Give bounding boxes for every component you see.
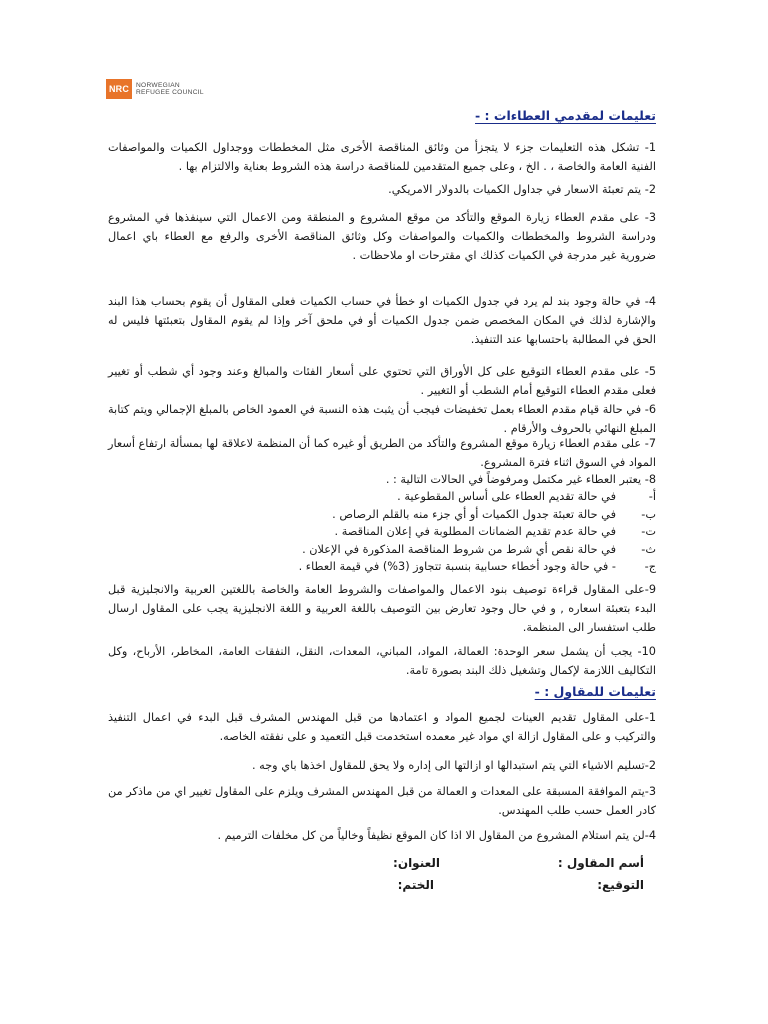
nrc-logo-mark: NRC — [106, 79, 132, 99]
list-item — [108, 523, 656, 541]
list-text: - في حالة وجود أخطاء حسابية بنسبة تتجاوز (3%) في قيمة العطاء . — [298, 560, 616, 573]
nrc-logo — [106, 79, 204, 99]
section-1-item-6: 6- في حالة قيام مقدم العطاء بعمل تخفيضات فيجب أن يثبت هذه النسبة في العمود الخاص بالمبلغ الإجمالي ويتم كتابة المبلغ النهائي بالحروف والأرقام . — [108, 403, 656, 435]
list-item — [108, 506, 656, 524]
section-1-item-4: 4- في حالة وجود بند لم يرد في جدول الكميات او خطأ في حساب الكميات فعلى المقاول أن يقوم بحساب هذا البند والإشارة لذلك في المكان المخصص ضمن جدول الكميات أو في ملحق آخر وإذا لم يقوم المقاول بتعبئتها فليس له الحق في المطالبة باحتسابها عند التنفيذ. — [108, 295, 656, 346]
section-1-item-1: 1- تشكل هذه التعليمات جزء لا يتجزأ من وثائق المناقصة الأخرى مثل المخططات ووجداول الكميات والمواصفات الفنية العامة والخاصة ، . الخ ، وعلى جميع المتقدمين للمناقصة دراسة هذه الشروط بعناية والالتزام بها . — [108, 141, 656, 173]
section-1-item-3: 3- على مقدم العطاء زيارة الموقع والتأكد من موقع المشروع و المنطقة ومن الاعمال التي سينفذها في المشروع ودراسة الشروط والمخططات والكميات والمواصفات وكل وثائق المناقصة الأخرى والرفع مع العطاء باي اعمال ضرورية غير مدرجة في الكميات كذلك اي مقترحات او ملاحظات . — [108, 211, 656, 262]
section-1-item-9: 9-على المقاول قراءة توصيف بنود الاعمال والمواصفات والشروط العامة والخاصة باللغتين العربية والانجليزية قبل البدء بتعبئة اسعاره , و في حال وجود تعارض بين التوصيف باللغة العربية و اللغة الانجليزية يجب على المقاول ارسال طلب استفسار الى المنظمة. — [108, 583, 656, 634]
section-2-item-2: 2-تسليم الاشياء التي يتم استبدالها او ازالتها الى إداره ولا يحق للمقاول اخذها باي وجه . — [251, 759, 656, 772]
list-item — [108, 558, 656, 576]
logo-line-1: NORWEGIAN — [136, 81, 180, 89]
section-2-item-4: 4-لن يتم استلام المشروع من المقاول الا اذا كان الموقع نظيفاً وخالياً من كل مخلفات الترميم . — [217, 829, 656, 842]
list-text: في حالة تعبئة جدول الكميات أو أي جزء منه بالقلم الرصاص . — [332, 507, 616, 521]
list-marker: أ- — [648, 490, 656, 503]
section-1-item-5: 5- على مقدم العطاء التوقيع على كل الأوراق التي تحتوي على أسعار الفئات والمبالغ وعند وجود أي شطب أو تغيير فعلى مقدم العطاء التوقيع أمام الشطب أو التغيير . — [108, 365, 656, 397]
contractor-name-label: أسم المقاول : — [557, 856, 644, 870]
section-1-item-7: 7- على مقدم العطاء زيارة موقع المشروع والتأكد من الطريق أو غيره كما أن المنظمة لاعلاقة لها بمسألة ارتفاع أسعار المواد في السوق اثناء فترة المشروع. — [108, 437, 656, 469]
list-marker: ج- — [644, 560, 656, 573]
section-2-title: تعليمات للمقاول : - — [534, 684, 656, 699]
section-1-item-10: 10- يجب أن يشمل سعر الوحدة: العمالة، المواد، المباني، المعدات، النقل، النفقات العامة، المخاطر، الأرباح، وكل التكاليف اللازمة لإكمال وتشغيل ذلك البند بصورة تامة. — [108, 645, 656, 677]
stamp-label: الختم: — [397, 878, 434, 892]
list-marker: ت- — [641, 525, 656, 538]
signature-label: التوقيع: — [597, 878, 644, 892]
list-marker: ث- — [641, 542, 656, 556]
list-text: في حالة نقص أي شرط من شروط المناقصة المذكورة في الإعلان . — [302, 542, 616, 556]
list-item — [108, 541, 656, 559]
section-2-item-1: 1-على المقاول تقديم العينات لجميع المواد و اعتمادها من قبل المهندس المشرف قبل البدء في اعمال التنفيذ والتركيب و على المقاول ازالة اي مواد غير معمده استخدمت قبل التعميد و على نفقته الخاصه. — [108, 711, 656, 743]
rejection-cases-list — [108, 488, 656, 576]
list-text: في حالة عدم تقديم الضمانات المطلوبة في إعلان المناقصة . — [334, 525, 616, 538]
logo-line-2: REFUGEE COUNCIL — [136, 89, 204, 96]
address-label: العنوان: — [393, 856, 440, 870]
section-1-title: تعليمات لمقدمي العطاءات : - — [475, 108, 656, 123]
nrc-logo-text — [136, 82, 204, 97]
section-1-item-8: 8- يعتبر العطاء غير مكتمل ومرفوضاً في الحالات التالية : . — [385, 473, 656, 486]
section-2-item-3: 3-يتم الموافقة المسبقة على المعدات و العمالة من قبل المهندس المشرف ويلزم على المقاول تغيير اي من ماذكر من كادر العمل حسب طلب المهندس. — [108, 785, 656, 817]
list-item — [108, 488, 656, 506]
section-1-item-2: 2- يتم تعبئة الاسعار في جداول الكميات بالدولار الامريكي. — [388, 183, 656, 196]
list-text: في حالة تقديم العطاء على أساس المقطوعية . — [397, 490, 616, 503]
list-marker: ب- — [641, 507, 656, 521]
